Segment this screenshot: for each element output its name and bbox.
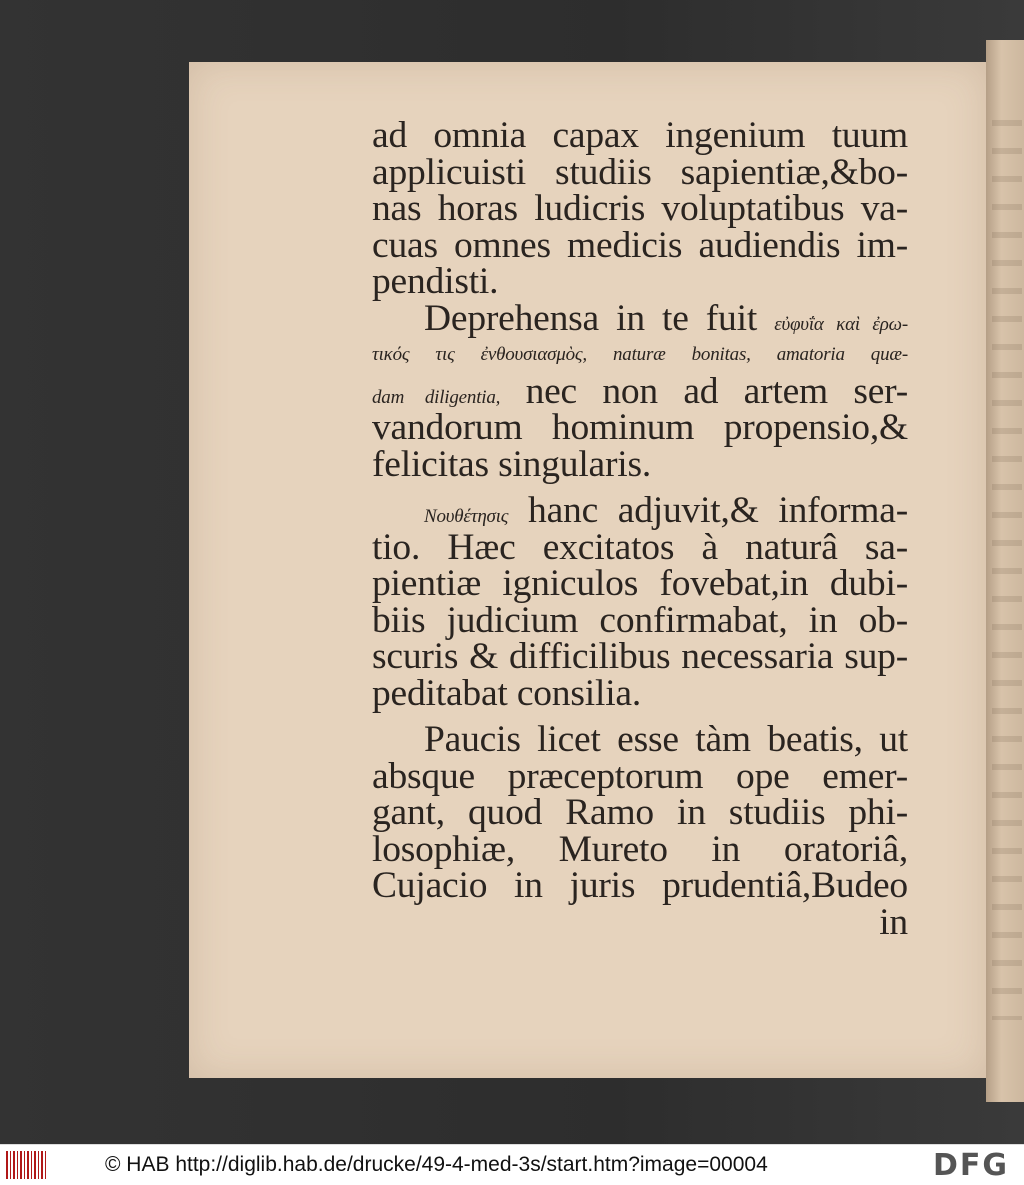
text-line: felicitas singularis. (372, 443, 652, 485)
italic-segment: τικός τις ἐνθουσιασμὸς, naturæ bonitas, amatoria quæ- (372, 344, 908, 365)
text-line: Cujacio in juris prudentiâ,Budeo (372, 865, 908, 906)
text-line: biis judicium confirmabat, in ob- (372, 599, 908, 641)
text-segment: Deprehensa in te fuit (424, 297, 758, 339)
text-line (372, 337, 908, 374)
source-link[interactable]: © HAB http://diglib.hab.de/drucke/49-4-med-3s/start.htm?image=00004 (105, 1153, 768, 1176)
text-line (372, 370, 908, 412)
text-line (372, 490, 908, 531)
text-line: cuas omnes medicis audiendis im- (372, 224, 908, 266)
text-line: losophiæ, Mureto in oratoriâ, (372, 828, 908, 870)
text-line: nas horas ludicris voluptatibus va- (372, 188, 908, 229)
facing-page-edge (986, 40, 1024, 1102)
text-line: gant, quod Ramo in studiis phi- (372, 792, 908, 833)
greek-segment: εὐφυΐα καὶ ἐρω- (774, 313, 908, 335)
viewer-footer (0, 1144, 1024, 1185)
text-line: pendisti. (372, 261, 499, 302)
greek-segment: Νουθέτησις (424, 506, 509, 527)
text-segment: hanc adjuvit,& informa- (528, 490, 908, 531)
barcode-icon (6, 1151, 48, 1179)
text-line: absque præceptorum ope emer- (372, 755, 908, 797)
text-line: tio. Hæc excitatos à naturâ sa- (372, 526, 908, 568)
text-line: applicuisti studiis sapientiæ,&bo- (372, 151, 908, 193)
text-line: ad omnia capax ingenium tuum (372, 115, 908, 156)
page-text (372, 115, 908, 943)
text-line: Paucis licet esse tàm beatis, ut (424, 719, 908, 760)
catchword: in (879, 901, 908, 943)
text-line: scuris & difficilibus necessaria sup- (372, 636, 908, 677)
bleed-through-text (992, 120, 1022, 1020)
text-line: peditabat consilia. (372, 672, 642, 714)
dfg-logo: DFG (933, 1148, 1010, 1183)
text-segment: nec non ad artem ser- (525, 370, 908, 412)
text-line: pientiæ igniculos fovebat,in dubi- (372, 563, 908, 604)
text-line: vandorum hominum propensio,& (372, 407, 908, 448)
text-line (372, 297, 908, 339)
italic-segment: dam diligentia, (372, 386, 501, 408)
